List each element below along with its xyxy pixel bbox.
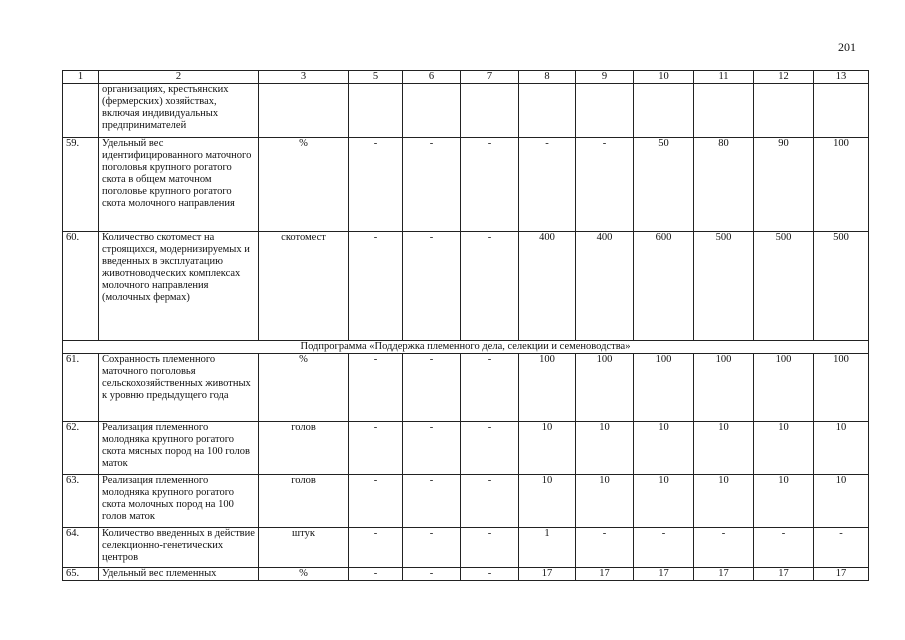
subprogram-title: Подпрограмма «Поддержка племенного дела, селекции и семеноводства» (63, 341, 869, 354)
unit-cell: скотомест (259, 232, 349, 341)
unit-cell: % (259, 568, 349, 581)
unit-cell: голов (259, 422, 349, 475)
value-cell: 100 (634, 354, 694, 422)
value-cell: 10 (814, 475, 869, 528)
value-cell: 10 (519, 475, 576, 528)
row-number: 63. (63, 475, 99, 528)
value-cell: 10 (694, 422, 754, 475)
value-cell: - (694, 528, 754, 568)
value-cell: - (461, 138, 519, 232)
value-cell: - (403, 568, 461, 581)
value-cell: 100 (519, 354, 576, 422)
value-cell: - (634, 528, 694, 568)
row-number: 64. (63, 528, 99, 568)
value-cell: 10 (694, 475, 754, 528)
value-cell: 10 (576, 475, 634, 528)
value-cell: - (754, 528, 814, 568)
value-cell: 17 (634, 568, 694, 581)
value-cell: - (461, 354, 519, 422)
table-row (63, 528, 869, 568)
col-header: 1 (63, 71, 99, 84)
table-row (63, 475, 869, 528)
subprogram-row (63, 341, 869, 354)
page-number: 201 (838, 40, 856, 54)
unit-cell: голов (259, 475, 349, 528)
row-number (63, 84, 99, 138)
indicator-name: Количество скотомест на строящихся, модернизируемых и введенных в эксплуатацию животноводческих комплексах молочного направления (молочных фермах) (99, 232, 259, 341)
value-cell: 100 (814, 354, 869, 422)
col-header: 10 (634, 71, 694, 84)
col-header: 11 (694, 71, 754, 84)
value-cell: 500 (694, 232, 754, 341)
value-cell: 90 (754, 138, 814, 232)
value-cell (461, 84, 519, 138)
value-cell: - (576, 138, 634, 232)
row-number: 60. (63, 232, 99, 341)
header-row (63, 71, 869, 84)
col-header: 8 (519, 71, 576, 84)
table-row (63, 84, 869, 138)
value-cell: - (403, 422, 461, 475)
table-row (63, 422, 869, 475)
value-cell: 100 (754, 354, 814, 422)
indicator-name: Сохранность племенного маточного поголовья сельскохозяйственных животных к уровню предыдущего года (99, 354, 259, 422)
row-number: 59. (63, 138, 99, 232)
value-cell: 10 (754, 422, 814, 475)
value-cell (349, 84, 403, 138)
value-cell: 10 (634, 422, 694, 475)
value-cell: 50 (634, 138, 694, 232)
col-header: 3 (259, 71, 349, 84)
value-cell: 17 (519, 568, 576, 581)
value-cell: 100 (814, 138, 869, 232)
unit-cell (259, 84, 349, 138)
value-cell: - (461, 568, 519, 581)
value-cell: 17 (814, 568, 869, 581)
col-header: 12 (754, 71, 814, 84)
value-cell: - (461, 475, 519, 528)
indicator-name: организациях, крестьянских (фермерских) хозяйствах, включая индивидуальных предпринимателей (99, 84, 259, 138)
value-cell (754, 84, 814, 138)
value-cell: 10 (754, 475, 814, 528)
value-cell: - (349, 475, 403, 528)
col-header: 2 (99, 71, 259, 84)
value-cell (634, 84, 694, 138)
value-cell: - (461, 528, 519, 568)
col-header: 7 (461, 71, 519, 84)
value-cell: 1 (519, 528, 576, 568)
row-number: 61. (63, 354, 99, 422)
value-cell: - (403, 232, 461, 341)
indicators-table (62, 70, 869, 581)
indicator-name: Удельный вес племенных (99, 568, 259, 581)
value-cell: 10 (634, 475, 694, 528)
row-number: 65. (63, 568, 99, 581)
value-cell: - (461, 232, 519, 341)
value-cell: 500 (754, 232, 814, 341)
value-cell: - (349, 138, 403, 232)
indicator-name: Реализация племенного молодняка крупного рогатого скота молочных пород на 100 голов маток (99, 475, 259, 528)
value-cell: 17 (694, 568, 754, 581)
value-cell: 80 (694, 138, 754, 232)
value-cell: 400 (519, 232, 576, 341)
value-cell: 17 (754, 568, 814, 581)
value-cell: - (403, 475, 461, 528)
value-cell: 10 (576, 422, 634, 475)
value-cell: - (349, 528, 403, 568)
value-cell: - (349, 422, 403, 475)
value-cell (576, 84, 634, 138)
unit-cell: % (259, 354, 349, 422)
value-cell: - (349, 232, 403, 341)
unit-cell: % (259, 138, 349, 232)
value-cell: - (349, 354, 403, 422)
unit-cell: штук (259, 528, 349, 568)
value-cell: - (403, 528, 461, 568)
col-header: 6 (403, 71, 461, 84)
value-cell: 500 (814, 232, 869, 341)
value-cell: 400 (576, 232, 634, 341)
value-cell: 17 (576, 568, 634, 581)
table-row (63, 232, 869, 341)
indicator-name: Реализация племенного молодняка крупного рогатого скота мясных пород на 100 голов маток (99, 422, 259, 475)
value-cell: 10 (519, 422, 576, 475)
value-cell: - (519, 138, 576, 232)
value-cell: - (576, 528, 634, 568)
value-cell: 100 (576, 354, 634, 422)
value-cell: 600 (634, 232, 694, 341)
table-row (63, 568, 869, 581)
value-cell: 10 (814, 422, 869, 475)
value-cell (519, 84, 576, 138)
value-cell: 100 (694, 354, 754, 422)
value-cell (403, 84, 461, 138)
value-cell: - (349, 568, 403, 581)
value-cell: - (814, 528, 869, 568)
value-cell: - (403, 354, 461, 422)
value-cell: - (403, 138, 461, 232)
col-header: 13 (814, 71, 869, 84)
indicator-name: Удельный вес идентифицированного маточного поголовья крупного рогатого скота в общем маточном поголовье крупного рогатого скота молочного направления (99, 138, 259, 232)
col-header: 5 (349, 71, 403, 84)
col-header: 9 (576, 71, 634, 84)
table-row (63, 354, 869, 422)
row-number: 62. (63, 422, 99, 475)
table-row (63, 138, 869, 232)
value-cell (694, 84, 754, 138)
value-cell: - (461, 422, 519, 475)
value-cell (814, 84, 869, 138)
indicator-name: Количество введенных в действие селекционно-генетических центров (99, 528, 259, 568)
